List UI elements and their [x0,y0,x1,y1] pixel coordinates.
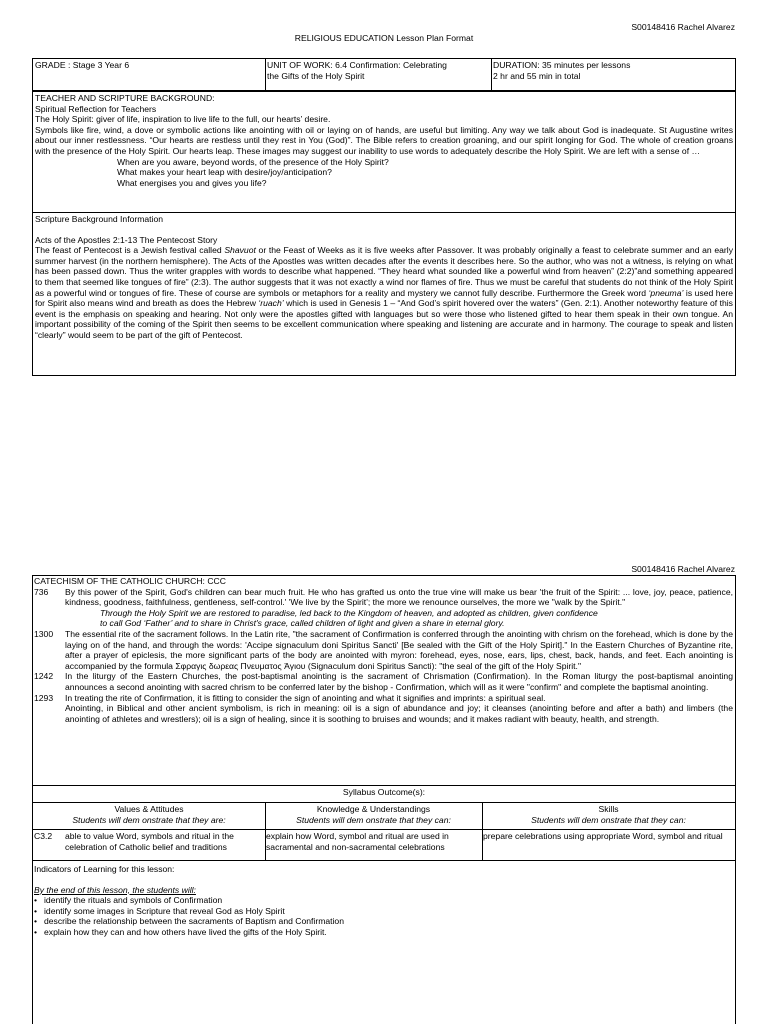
teacher-background-heading: TEACHER AND SCRIPTURE BACKGROUND: [35,93,215,103]
list-item: • describe the relationship between the sacraments of Baptism and Confirmation [34,916,733,927]
indicators-lead: By the end of this lesson, the students will: [34,884,196,895]
values-attitudes-header [33,804,265,825]
grade-cell [33,59,265,90]
scripture-passage-title: Acts of the Apostles 2:1-13 The Pentecost Story [35,234,218,245]
knowledge-text: explain how Word, symbol and ritual are used in sacramental and non-sacramental celebrations [266,831,449,852]
ccc-text: In treating the rite of Confirmation, it is fitting to consider the sign of anointing and what it signifies and imprints: a spiritual seal. [65,692,546,703]
syllabus-table [33,802,735,860]
values-attitudes-text: able to value Word, symbols and ritual in the celebration of Catholic belief and traditions [65,831,234,852]
spiritual-reflection-subheading: Spiritual Reflection for Teachers [35,103,157,114]
header-student-id: S00148416 Rachel Alvarez [631,22,735,32]
reflection-question-2: What makes your heart leap with desire/joy/anticipation? [117,167,332,178]
ccc-item-1300 [34,629,733,671]
ccc-item-736 [34,587,733,629]
list-item: • explain how they can and how others have lived the gifts of the Holy Spirit. [34,927,733,938]
ccc-number: 736 [34,586,49,597]
ccc-heading: CATECHISM OF THE CATHOLIC CHURCH: CCC [34,576,226,586]
ccc-number: 1300 [34,628,54,639]
ccc-quote-line-2: to call God ‘Father’ and to share in Christ's grace, called children of light and given a share in eternal glory. [100,618,505,629]
outcome-code: C3.2 [34,831,53,841]
ccc-text: By this power of the Spirit, God's children can bear much fruit. He who has grafted us onto the true vine will make us bear 'the fruit of the Spirit: ... love, joy, peace, patience, kindness, goodness, faithfulness, gentleness, self-control.' 'We live by the Spirit'; the more we renounce ourselves, the more we "walk by the Spirit." [65,586,733,608]
skills-title: Skills [598,804,619,814]
skills-sub: Students will dem onstrate that they can: [531,814,686,825]
knowledge-header [265,804,482,825]
reflection-question-3: What energises you and gives you life? [117,177,267,188]
teacher-background-section [32,91,736,213]
ccc-section [34,576,733,724]
ccc-item-1293 [34,693,733,725]
page2-frame [32,575,736,1024]
grade-text: GRADE : Stage 3 Year 6 [35,60,130,70]
duration-line-2: 2 hr and 55 min in total [493,70,581,81]
ccc-number: 1293 [34,692,54,703]
knowledge-title: Knowledge & Understandings [316,804,431,814]
duration-line-1: DURATION: 35 minutes per lessons [493,60,631,70]
ccc-quote-line-1: Through the Holy Spirit we are restored to paradise, led back to the Kingdom of heaven, and adopted as children, given confidence [100,607,598,618]
list-item: • identify some images in Scripture that reveal God as Holy Spirit [34,906,733,917]
indicators-heading: Indicators of Learning for this lesson: [34,864,175,874]
ccc-text: The essential rite of the sacrament follows. In the Latin rite, "the sacrament of Confirmation is conferred through the anointing with chrism on the forehead, which is done by the laying on of the hand, and through the words: 'Accipe signaculum doni Spiritus Sancti' [Be sealed with the Gift of the Holy Spirit]." In the Eastern Churches of Byzantine rite, after a prayer of epiclesis, the more significant parts of the body are anointed with myron: forehead, eyes, nose, ears, lips, chest, back, hands, and feet. Each anointing is accompanied by the formula Σφραγις δωρεας Πνευματος Ἁγιου (Signaculum doni Spiritus Sancti): "the seal of the gift of the Holy Spirit." [65,628,733,671]
unit-line-1: UNIT OF WORK: 6.4 Confirmation: Celebrating [267,60,447,70]
reflection-question-1: When are you aware, beyond words, of the presence of the Holy Spirit? [117,156,389,167]
indicators-section [34,864,733,938]
reflection-para-2: Symbols like fire, wind, a dove or symbolic actions like anointing with oil or laying on of hands, are useful but limiting. Any way we talk about God is inadequate. St Augustine writes about our inner restlessness. “Our hearts are restless until they rest in You (God)”. The Bible refers to creation groaning, and our spirit longing for God. The whole of creation groans with the presence of the Holy Spirit. Our hearts leap. These images may suggest our inability to use words to adequately describe the Holy Spirit. We are left with a sense of … [35,124,733,156]
ccc-text: In the liturgy of the Eastern Churches, the post-baptismal anointing is the sacrament of Chrismation (Confirmation). In the Roman liturgy the post-baptismal anointing announces a second anointing with sacred chrism to be conferred later by the bishop - Confirmation, which will as it were "confirm" and complete the baptismal anointing. [65,671,733,692]
indicators-list [34,895,733,937]
values-attitudes-sub: Students will dem onstrate that they are: [72,814,226,825]
scripture-background-section [32,212,736,376]
overview-table [32,58,736,91]
page2-header-student-id: S00148416 Rachel Alvarez [631,564,735,574]
ccc-number: 1242 [34,671,54,682]
duration-cell [491,59,735,90]
values-attitudes-cell [34,831,264,852]
reflection-para-1: The Holy Spirit: giver of life, inspiration to live life to the full, our hearts’ desire. [35,114,331,125]
syllabus-heading: Syllabus Outcome(s): [342,787,426,797]
skills-text: prepare celebrations using appropriate Word, symbol and ritual [483,831,723,841]
scripture-body: The feast of Pentecost is a Jewish festival called Shavuot or the Feast of Weeks as it is five weeks after Passover. It was probably originally a feast to celebrate summer and an early summer harvest (in the northern hemisphere). The Acts of the Apostles was written decades after the events it describes here. So the author, who was not a witness, is relying on what has been passed down. Thus the writer grapples with words to describe what happened. “They heard what sounded like a powerful wind from heaven” (2:2)”and something appeared to them that seemed like tongues of fire” (2:3). The author suggests that it was not exactly a wind nor flames of fire. Thus we must be careful that students do not think of the Holy Spirit as a powerful wind or tongues of fire. These of course are symbols or metaphors for a reality and mystery we cannot fully describe. Furthermore the Greek word ‘pneuma’ is used here for Spirit also means wind and breath as does the Hebrew ‘ruach’ which is used in Genesis 1 – “And God’s spirit hovered over the waters” (Gen. 2:1). Another noteworthy feature of this event is the emphasis on speaking and hearing. Not only were the apostles gifted with languages but so were those who listened gifted to hear them speak in their own tongue. An important possibility of the coming of the Spirit then seems to be excellent communication where speaking and listening are accurate and in harmony. The courage to speak and listen “clearly” would seem to be part of the gift of Pentecost. [35,245,733,340]
ccc-text-2: Anointing, in Biblical and other ancient symbolism, is rich in meaning: oil is a sign of abundance and joy; it cleanses (anointing before and after a bath) and limbers (the anointing of athletes and wrestlers); oil is a sign of healing, since it is soothing to bruises and wounds; and it makes radiant with beauty, health, and strength. [65,703,733,724]
list-item: • identify the rituals and symbols of Confirmation [34,895,733,906]
document-title: RELIGIOUS EDUCATION Lesson Plan Format [294,33,474,43]
ccc-item-1242 [34,671,733,692]
skills-header [482,804,735,825]
scripture-heading: Scripture Background Information [35,214,164,224]
unit-cell [265,59,491,90]
knowledge-sub: Students will dem onstrate that they can: [296,814,451,825]
values-attitudes-title: Values & Attitudes [114,804,184,814]
unit-line-2: the Gifts of the Holy Spirit [267,70,365,81]
